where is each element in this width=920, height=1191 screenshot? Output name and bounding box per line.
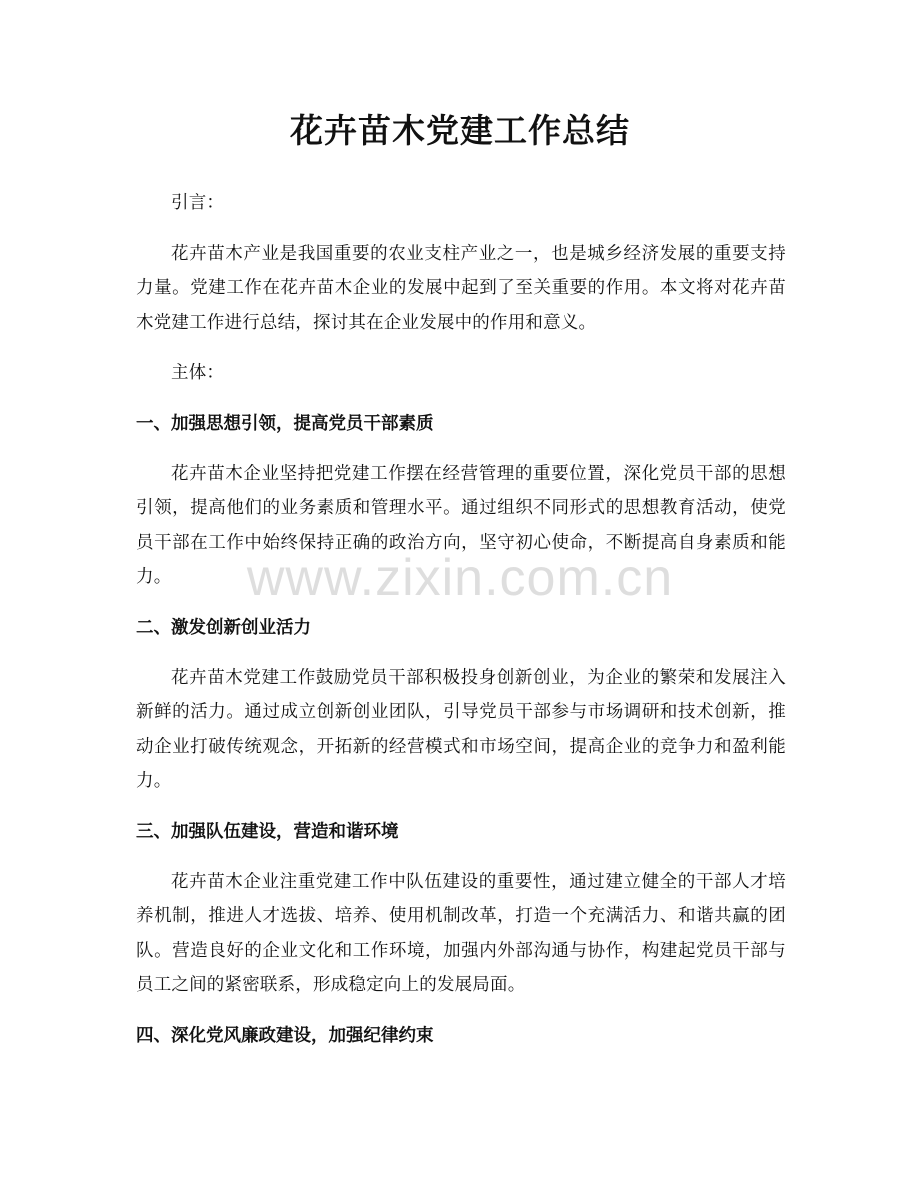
document-title: 花卉苗木党建工作总结 — [290, 111, 630, 150]
body-label: 主体： — [171, 363, 225, 383]
document-body — [136, 186, 786, 1069]
section-heading-3: 三、加强队伍建设，营造和谐环境 — [136, 821, 399, 842]
section-paragraph-3: 花卉苗木企业注重党建工作中队伍建设的重要性，通过建立健全的干部人才培养机制，推进人才选拔、培养、使用机制改革，打造一个充满活力、和谐共赢的团队。营造良好的企业文化和工作环境，加强内外部沟通与协作，构建起党员干部与员工之间的紧密联系，形成稳定向上的发展局面。 — [136, 871, 786, 995]
intro-label: 引言： — [171, 193, 225, 213]
section-heading-2: 二、激发创新创业活力 — [136, 617, 311, 638]
section-heading-4: 四、深化党风廉政建设，加强纪律约束 — [136, 1025, 434, 1046]
section-paragraph-1: 花卉苗木企业坚持把党建工作摆在经营管理的重要位置，深化党员干部的思想引领，提高他们的业务素质和管理水平。通过组织不同形式的思想教育活动，使党员干部在工作中始终保持正确的政治方向，坚守初心使命，不断提高自身素质和能力。 — [136, 463, 786, 587]
section-paragraph-2: 花卉苗木党建工作鼓励党员干部积极投身创新创业，为企业的繁荣和发展注入新鲜的活力。通过成立创新创业团队，引导党员干部参与市场调研和技术创新，推动企业打破传统观念，开拓新的经营模式和市场空间，提高企业的竞争力和盈利能力。 — [136, 667, 786, 791]
section-heading-1: 一、加强思想引领，提高党员干部素质 — [136, 413, 434, 434]
intro-paragraph: 花卉苗木产业是我国重要的农业支柱产业之一，也是城乡经济发展的重要支持力量。党建工作在花卉苗木企业的发展中起到了至关重要的作用。本文将对花卉苗木党建工作进行总结，探讨其在企业发展中的作用和意义。 — [136, 243, 786, 333]
watermark: www.zixin.com.cn — [246, 549, 674, 607]
